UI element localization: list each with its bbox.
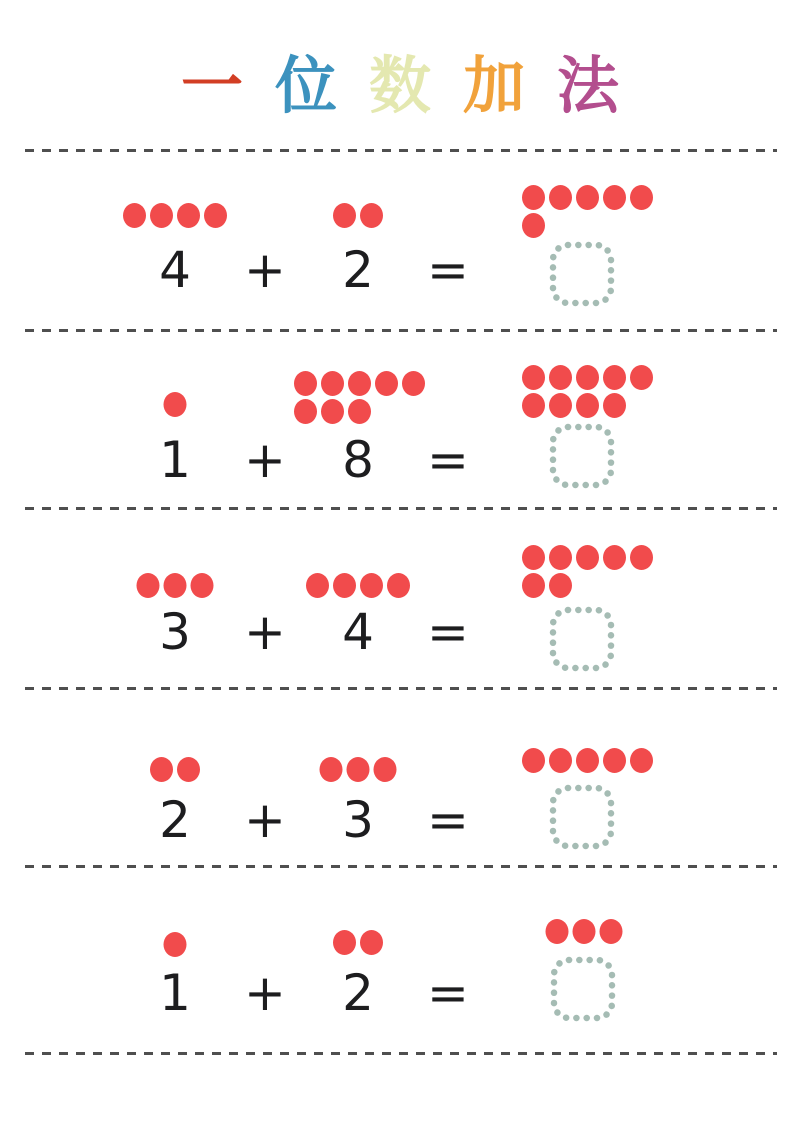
addend2-dots <box>333 930 383 955</box>
counter-dot <box>333 930 356 955</box>
counter-dot <box>164 932 187 957</box>
addend2-number: 4 <box>342 603 374 661</box>
plus-sign: + <box>244 431 286 489</box>
title-char-3: 数 <box>368 49 431 122</box>
counter-dot <box>360 930 383 955</box>
equals-sign: = <box>427 603 469 661</box>
addend1-dots <box>164 932 187 957</box>
addend2-number: 8 <box>342 431 374 489</box>
equals-sign: = <box>427 964 469 1022</box>
addend1-number: 3 <box>159 603 191 661</box>
addend1-number: 1 <box>159 964 191 1022</box>
equals-sign: = <box>427 791 469 849</box>
addend2-number: 3 <box>342 791 374 849</box>
counter-dot <box>600 919 623 944</box>
counter-dot <box>546 919 569 944</box>
plus-sign: + <box>244 603 286 661</box>
addend2-number: 2 <box>342 241 374 299</box>
equals-sign: = <box>427 241 469 299</box>
plus-sign: + <box>244 241 286 299</box>
counter-dot <box>573 919 596 944</box>
title-char-4: 加 <box>463 49 526 122</box>
title-char-1: 一 <box>180 49 243 122</box>
answer-box-outline <box>554 960 612 1018</box>
sum-dots <box>546 919 623 944</box>
addend1-number: 1 <box>159 431 191 489</box>
addend1-number: 2 <box>159 791 191 849</box>
equals-sign: = <box>427 431 469 489</box>
title-char-2: 位 <box>274 49 337 122</box>
addend1-number: 4 <box>159 241 191 299</box>
plus-sign: + <box>244 791 286 849</box>
title-char-5: 法 <box>557 49 620 122</box>
plus-sign: + <box>244 964 286 1022</box>
addend2-number: 2 <box>342 964 374 1022</box>
answer-box[interactable] <box>549 955 617 1023</box>
